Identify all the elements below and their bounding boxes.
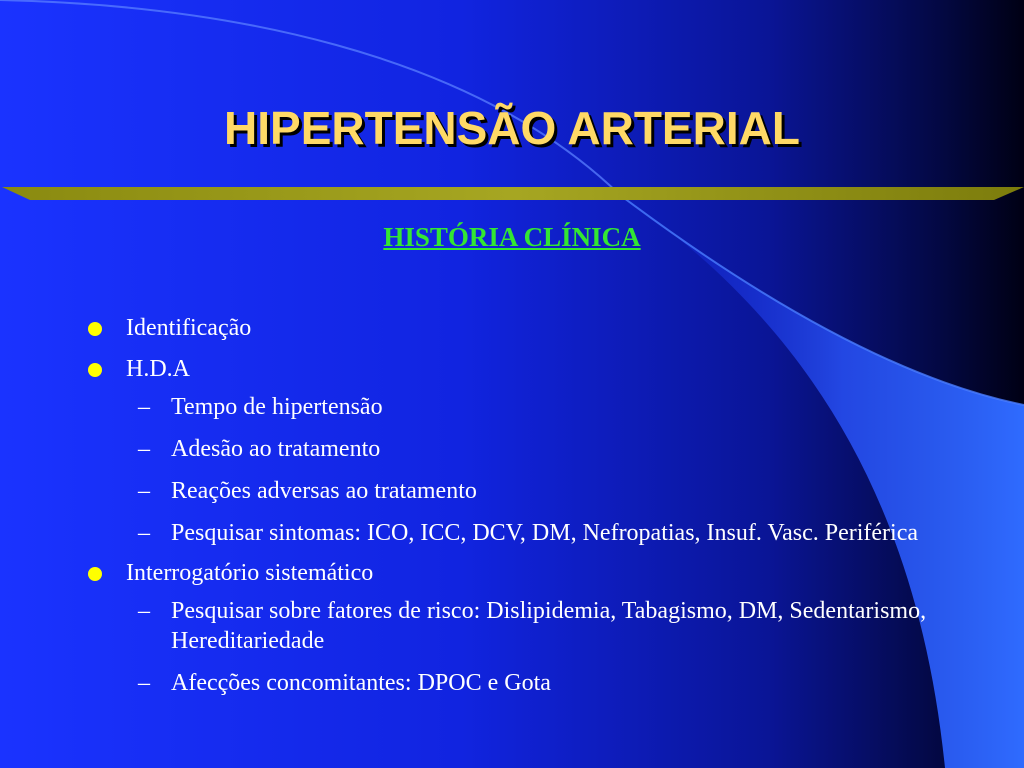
- bullet-dot-icon: [88, 363, 102, 377]
- bullet-list: [88, 312, 928, 707]
- dash-marker: –: [138, 598, 150, 624]
- list-item-identificacao: [88, 312, 928, 344]
- sub-list-item: [126, 518, 928, 548]
- list-item-text: Identificação: [126, 315, 252, 341]
- slide-subtitle: HISTÓRIA CLÍNICA: [383, 222, 641, 252]
- list-item-text: H.D.A: [126, 356, 190, 382]
- list-item-text: Interrogatório sistemático: [126, 560, 374, 586]
- sub-list: [126, 596, 928, 698]
- dash-marker: –: [138, 436, 150, 462]
- sub-item-text: Afecções concomitantes: DPOC e Gota: [171, 670, 551, 696]
- sub-list-item: [126, 668, 928, 698]
- sub-list: [126, 392, 928, 548]
- sub-list-item: [126, 476, 928, 506]
- sub-item-text: Adesão ao tratamento: [171, 436, 381, 462]
- sub-list-item: [126, 596, 928, 656]
- title-rule: [2, 187, 1024, 200]
- dash-marker: –: [138, 520, 150, 546]
- list-item-interrogatorio: [88, 557, 928, 698]
- sub-item-text: Pesquisar sintomas: ICO, ICC, DCV, DM, Nefropatias, Insuf. Vasc. Periférica: [171, 520, 919, 546]
- list-item-hda: [88, 353, 928, 548]
- bullet-dot-icon: [88, 322, 102, 336]
- dash-marker: –: [138, 394, 150, 420]
- dash-marker: –: [138, 478, 150, 504]
- dash-marker: –: [138, 670, 150, 696]
- sub-item-text: Pesquisar sobre fatores de risco: Dislipidemia, Tabagismo, DM, Sedentarismo, Hereditariedade: [171, 598, 927, 654]
- sub-list-item: [126, 392, 928, 422]
- sub-item-text: Tempo de hipertensão: [171, 394, 383, 420]
- slide-title: HIPERTENSÃO ARTERIAL: [224, 102, 800, 154]
- bullet-dot-icon: [88, 567, 102, 581]
- sub-list-item: [126, 434, 928, 464]
- sub-item-text: Reações adversas ao tratamento: [171, 478, 477, 504]
